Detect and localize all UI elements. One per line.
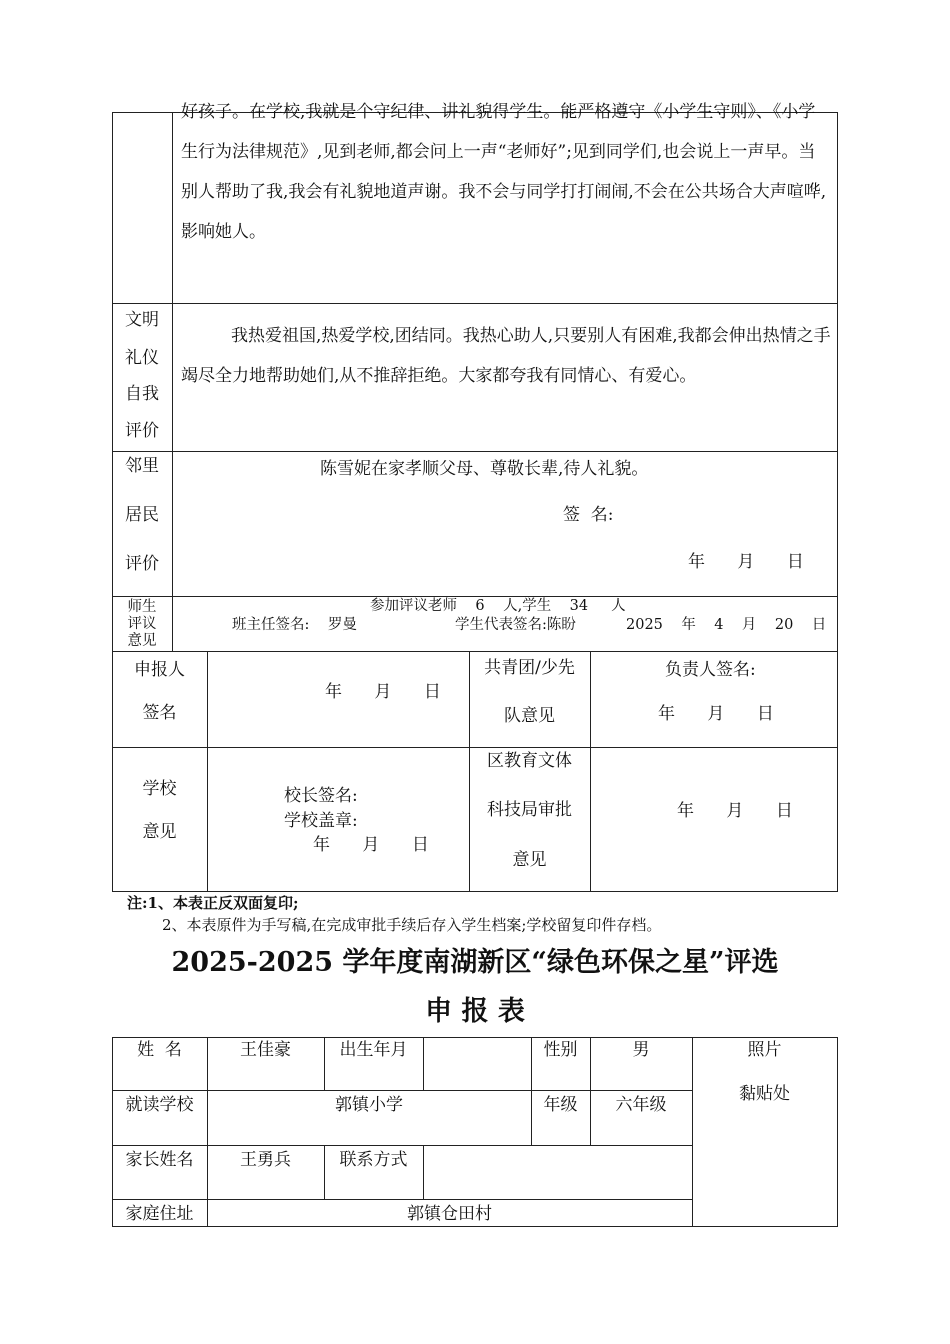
neighbor-eval-text: 陈雪妮在家孝顺父母、尊敬长辈,待人礼貌。 [320,459,649,479]
teacher-student-date: 2025 年 4 月 20 日 [626,617,827,633]
name-label: 姓 名 [137,1040,182,1060]
grade-value: 六年级 [615,1095,667,1115]
bureau-date: 年 月 日 [677,801,793,821]
neighbor-sign: 签 名: [563,505,614,525]
leader-date: 年 月 日 [658,704,774,724]
form-subtitle: 申 报 表 [425,996,525,1027]
self-eval-text: 我热爱祖国,热爱学校,团结同。我热心助人,只要别人有困难,我都会伸出热情之手竭尽全力地帮助她们,从不推辞拒绝。大家都夸我有同情心、有爱心。 [181,326,831,386]
school-value: 郭镇小学 [335,1095,403,1115]
gender-label: 性别 [543,1040,578,1060]
gender-value: 男 [632,1040,650,1060]
photo-label: 照片 [747,1040,782,1060]
student-rep-sign: 学生代表签名:陈盼 [455,617,576,633]
form-title: 2025-2025 学年度南湖新区“绿色环保之星”评选 [171,947,779,978]
parent-label: 家长姓名 [125,1150,194,1170]
photo-paste-label: 黏贴处 [739,1084,790,1104]
leader-sign: 负责人签名: [665,660,756,680]
birth-label: 出生年月 [339,1040,408,1060]
school-seal: 学校盖章: [284,811,358,831]
note-2: 2、本表原件为手写稿,在完成审批手续后存入学生档案;学校留复印件存档。 [162,916,662,934]
school-date: 年 月 日 [313,835,429,855]
contact-label: 联系方式 [339,1150,408,1170]
school-label: 就读学校 [125,1095,194,1115]
neighbor-date: 年 月 日 [688,552,804,572]
conduct-text: 好孩子。在学校,我就是个守纪律、讲礼貌得学生。能严格遵守《小学生守则》、《小学生行为法律规范》,见到老师,都会问上一声“老师好”;见到同学们,也会说上一声早。当别人帮助了我,我会有礼貌地道声谢。我不会与同学打打闹闹,不会在公共场合大声喧哗,影响她人。 [181,102,827,242]
address-label: 家庭住址 [125,1204,194,1224]
head-teacher-sign: 班主任签名: 罗曼 [232,617,357,633]
participants-count: 参加评议老师 6 人,学生 34 人 [370,598,626,614]
applicant-date: 年 月 日 [325,682,441,702]
note-1: 注:1、本表正反双面复印; [127,894,299,912]
name-value: 王佳豪 [240,1040,291,1060]
principal-sign: 校长签名: [284,786,358,806]
grade-label: 年级 [543,1095,578,1115]
address-value: 郭镇仓田村 [407,1204,492,1224]
parent-value: 王勇兵 [240,1150,291,1170]
